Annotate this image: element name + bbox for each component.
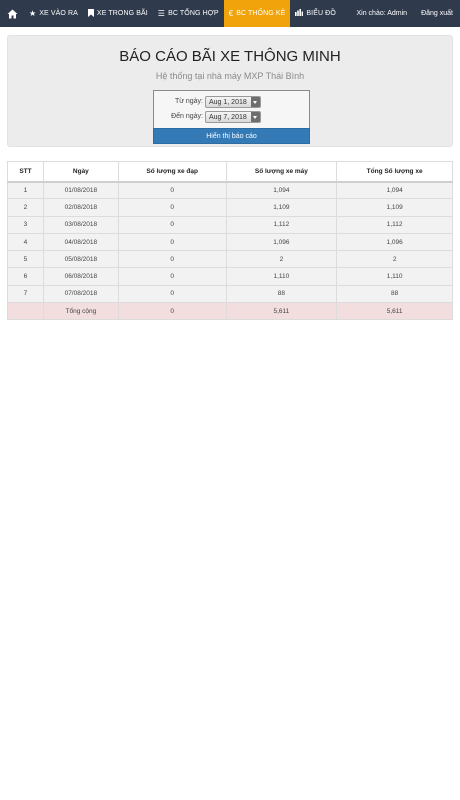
- cell-stt: 6: [8, 268, 44, 285]
- cell-total: 1,112: [337, 216, 453, 233]
- cell-date: 06/08/2018: [43, 268, 118, 285]
- total-label: Tổng cộng: [43, 303, 118, 320]
- from-date-value: Aug 1, 2018: [209, 99, 247, 106]
- cell-motorbikes: 1,112: [226, 216, 337, 233]
- cell-bicycles: 0: [118, 199, 226, 216]
- cell-stt: 2: [8, 199, 44, 216]
- chevron-down-icon[interactable]: [251, 97, 260, 107]
- show-report-button[interactable]: Hiển thị báo cáo: [153, 128, 310, 144]
- page-title: BÁO CÁO BÃI XE THÔNG MINH: [119, 48, 341, 65]
- home-button[interactable]: [0, 0, 24, 27]
- cell-stt: 5: [8, 251, 44, 268]
- cell-total: 1,094: [337, 182, 453, 199]
- cell-total: 1,110: [337, 268, 453, 285]
- table-row: [8, 182, 453, 199]
- from-date-row: [154, 96, 309, 110]
- cell-bicycles: 0: [118, 285, 226, 302]
- cell-bicycles: 0: [118, 216, 226, 233]
- table-row: [8, 268, 453, 285]
- page-subtitle: Hệ thống tại nhà máy MXP Thái Bình: [155, 71, 305, 81]
- table-total-row: [8, 303, 453, 320]
- cell-motorbikes: 88: [226, 285, 337, 302]
- logout-link[interactable]: Đăng xuất: [421, 10, 453, 17]
- nav-user-area: [349, 0, 460, 27]
- cell-motorbikes: 2: [226, 251, 337, 268]
- nav-label: BIỂU ĐỒ: [306, 10, 336, 17]
- cell-stt: [8, 303, 44, 320]
- cell-motorbikes: 1,094: [226, 182, 337, 199]
- cell-stt: 1: [8, 182, 44, 199]
- nav-label: XE VÀO RA: [39, 10, 78, 17]
- to-date-picker[interactable]: [205, 111, 261, 123]
- cell-bicycles: 0: [118, 268, 226, 285]
- cell-date: 04/08/2018: [43, 233, 118, 250]
- cell-motorbikes: 1,110: [226, 268, 337, 285]
- top-navbar: [0, 0, 460, 27]
- star-icon: ★: [29, 8, 37, 18]
- nav-xe-vao-ra[interactable]: [24, 0, 83, 27]
- report-table: [7, 161, 453, 320]
- column-header-motorbikes: Số lượng xe máy: [226, 162, 337, 182]
- nav-label: XE TRONG BÃI: [96, 10, 148, 17]
- nav-bc-thong-ke[interactable]: [224, 0, 291, 27]
- cell-total: 1,096: [337, 233, 453, 250]
- nav-bieu-do[interactable]: [290, 0, 340, 27]
- cell-date: 02/08/2018: [43, 199, 118, 216]
- cell-stt: 3: [8, 216, 44, 233]
- cell-bicycles: 0: [118, 233, 226, 250]
- cell-motorbikes: 1,096: [226, 233, 337, 250]
- cell-date: 05/08/2018: [43, 251, 118, 268]
- to-date-value: Aug 7, 2018: [209, 114, 247, 121]
- nav-label: BC TỔNG HỢP: [168, 10, 219, 17]
- cell-total: 88: [337, 285, 453, 302]
- greeting-text: Xin chào: Admin: [356, 10, 408, 17]
- column-header-total: Tổng Số lượng xe: [337, 162, 453, 182]
- cell-bicycles: 0: [118, 251, 226, 268]
- cell-stt: 4: [8, 233, 44, 250]
- to-date-row: [154, 111, 309, 125]
- table-row: [8, 216, 453, 233]
- cell-total: 1,109: [337, 199, 453, 216]
- cell-date: 03/08/2018: [43, 216, 118, 233]
- table-row: [8, 251, 453, 268]
- cell-date: 01/08/2018: [43, 182, 118, 199]
- cell-motorbikes: 1,109: [226, 199, 337, 216]
- table-row: [8, 233, 453, 250]
- column-header-stt: STT: [8, 162, 44, 182]
- chevron-down-icon[interactable]: [251, 112, 260, 122]
- bar-chart-icon: [295, 9, 303, 18]
- report-header-panel: [7, 35, 453, 147]
- total-all: 5,611: [337, 303, 453, 320]
- from-date-picker[interactable]: [205, 96, 261, 108]
- cell-bicycles: 0: [118, 182, 226, 199]
- nav-bc-tong-hop[interactable]: [153, 0, 224, 27]
- total-bicycles: 0: [118, 303, 226, 320]
- column-header-date: Ngày: [43, 162, 118, 182]
- to-date-label: Đến ngày:: [171, 113, 203, 120]
- home-icon: [7, 9, 18, 19]
- cell-date: 07/08/2018: [43, 285, 118, 302]
- bookmark-icon: [88, 9, 94, 19]
- euro-icon: €: [228, 8, 234, 18]
- from-date-label: Từ ngày:: [174, 98, 203, 105]
- nav-label: BC THỐNG KÊ: [236, 10, 286, 17]
- table-row: [8, 285, 453, 302]
- cell-total: 2: [337, 251, 453, 268]
- column-header-bicycles: Số lượng xe đạp: [118, 162, 226, 182]
- table-header-row: [8, 162, 453, 182]
- table-row: [8, 199, 453, 216]
- cell-stt: 7: [8, 285, 44, 302]
- nav-xe-trong-bai[interactable]: [83, 0, 153, 27]
- date-filter-form: [153, 90, 310, 144]
- list-icon: ☰: [157, 8, 166, 18]
- total-motorbikes: 5,611: [226, 303, 337, 320]
